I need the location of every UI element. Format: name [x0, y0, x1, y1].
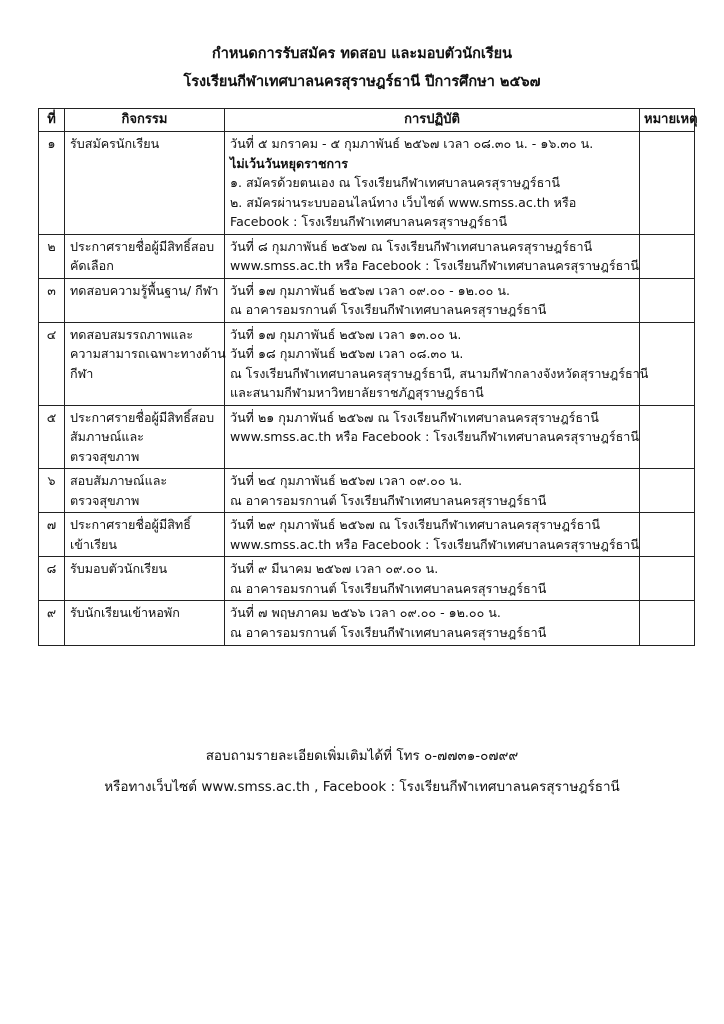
activity-line: ตรวจสุขภาพ: [70, 448, 140, 464]
activity-line: กีฬา: [70, 365, 94, 381]
practice-line: Facebook : โรงเรียนกีฬาเทศบาลนครสุราษฎร์ธานี: [230, 214, 508, 230]
row-number: ๑: [39, 132, 65, 235]
practice-cell: [225, 557, 640, 601]
practice-line: วันที่ ๑๗ กุมภาพันธ์ ๒๕๖๗ เวลา ๐๙.๐๐ - ๑๒.๐๐ น.: [230, 282, 510, 298]
header-no: ที่: [39, 109, 65, 132]
table-row: [39, 132, 695, 235]
practice-line: www.smss.ac.th หรือ Facebook : โรงเรียนกีฬาเทศบาลนครสุราษฎร์ธานี: [230, 258, 639, 274]
table-row: [39, 469, 695, 513]
practice-line: ๑. สมัครด้วยตนเอง ณ โรงเรียนกีฬาเทศบาลนครสุราษฎร์ธานี: [230, 175, 560, 191]
remark-cell: [640, 601, 695, 645]
activity-cell: [65, 557, 225, 601]
activity-line: รับนักเรียนเข้าหอพัก: [70, 605, 180, 621]
activity-line: ความสามารถเฉพาะทางด้าน: [70, 346, 226, 362]
activity-cell: [65, 513, 225, 557]
row-number: ๘: [39, 557, 65, 601]
table-row: [39, 405, 695, 469]
activity-line: ประกาศรายชื่อผู้มีสิทธิ์: [70, 517, 191, 533]
activity-line: สอบสัมภาษณ์และ: [70, 473, 168, 489]
schedule-table: [38, 108, 698, 646]
practice-cell: [225, 405, 640, 469]
practice-line: ณ อาคารอมรกานต์ โรงเรียนกีฬาเทศบาลนครสุราษฎร์ธานี: [230, 625, 547, 640]
activity-cell: [65, 322, 225, 405]
remark-cell: [640, 132, 695, 235]
practice-line: ณ อาคารอมรกานต์ โรงเรียนกีฬาเทศบาลนครสุราษฎร์ธานี: [230, 580, 547, 596]
practice-line: วันที่ ๒๑ กุมภาพันธ์ ๒๕๖๗ ณ โรงเรียนกีฬาเทศบาลนครสุราษฎร์ธานี: [230, 409, 599, 425]
practice-cell: [225, 132, 640, 235]
document-subtitle: โรงเรียนกีฬาเทศบาลนครสุราษฎร์ธานี ปีการศึกษา ๒๕๖๗: [183, 74, 541, 90]
activity-line: ประกาศรายชื่อผู้มีสิทธิ์สอบ: [70, 238, 215, 254]
table-row: [39, 278, 695, 322]
table-row: [39, 601, 695, 645]
practice-line: วันที่ ๗ พฤษภาคม ๒๕๖๖ เวลา ๐๙.๐๐ - ๑๒.๐๐ น.: [230, 605, 501, 621]
practice-line: วันที่ ๒๔ กุมภาพันธ์ ๒๕๖๗ เวลา ๐๙.๐๐ น.: [230, 473, 463, 489]
table-row: [39, 557, 695, 601]
practice-line: ณ อาคารอมรกานต์ โรงเรียนกีฬาเทศบาลนครสุราษฎร์ธานี: [230, 302, 547, 318]
activity-cell: [65, 234, 225, 278]
remark-cell: [640, 469, 695, 513]
row-number: ๖: [39, 469, 65, 513]
practice-line: วันที่ ๑๘ กุมภาพันธ์ ๒๕๖๗ เวลา ๐๘.๓๐ น.: [230, 346, 464, 362]
practice-cell: [225, 469, 640, 513]
remark-cell: [640, 513, 695, 557]
practice-cell: [225, 513, 640, 557]
activity-line: ทดสอบสมรรถภาพและ: [70, 326, 194, 342]
contact-phone-note: สอบถามรายละเอียดเพิ่มเติมได้ที่ โทร ๐-๗๗๓๑-๐๗๙๙: [205, 748, 519, 764]
row-number: ๗: [39, 513, 65, 557]
practice-line: วันที่ ๑๗ กุมภาพันธ์ ๒๕๖๗ เวลา ๑๓.๐๐ น.: [230, 326, 462, 342]
row-number: ๒: [39, 234, 65, 278]
activity-line: สัมภาษณ์และ: [70, 429, 144, 445]
header-practice: การปฏิบัติ: [225, 109, 640, 132]
row-number: ๓: [39, 278, 65, 322]
practice-line: ณ อาคารอมรกานต์ โรงเรียนกีฬาเทศบาลนครสุราษฎร์ธานี: [230, 492, 547, 508]
practice-line: ไม่เว้นวันหยุดราชการ: [230, 155, 349, 171]
activity-line: คัดเลือก: [70, 258, 114, 274]
activity-line: เข้าเรียน: [70, 536, 118, 552]
practice-cell: [225, 278, 640, 322]
activity-cell: [65, 278, 225, 322]
practice-cell: [225, 322, 649, 405]
remark-cell: [640, 405, 695, 469]
practice-line: วันที่ ๕ มกราคม - ๕ กุมภาพันธ์ ๒๕๖๗ เวลา ๐๘.๓๐ น. - ๑๖.๓๐ น.: [230, 136, 594, 152]
activity-cell: [65, 601, 225, 645]
activity-cell: [65, 469, 225, 513]
table-body: [39, 132, 695, 645]
row-number: ๕: [39, 405, 65, 469]
activity-cell: [65, 405, 225, 469]
practice-line: www.smss.ac.th หรือ Facebook : โรงเรียนกีฬาเทศบาลนครสุราษฎร์ธานี: [230, 429, 639, 445]
row-number: ๙: [39, 601, 65, 645]
activity-line: ประกาศรายชื่อผู้มีสิทธิ์สอบ: [70, 409, 215, 425]
activity-cell: [65, 132, 225, 235]
activity-line: รับมอบตัวนักเรียน: [70, 561, 168, 577]
practice-line: ๒. สมัครผ่านระบบออนไลน์ทาง เว็บไซต์ www.smss.ac.th หรือ: [230, 194, 577, 210]
row-number: ๔: [39, 322, 65, 405]
contact-web-note: หรือทางเว็บไซต์ www.smss.ac.th , Facebook : โรงเรียนกีฬาเทศบาลนครสุราษฎร์ธานี: [104, 779, 620, 795]
practice-cell: [225, 234, 640, 278]
practice-cell: [225, 601, 640, 645]
practice-line: วันที่ ๘ กุมภาพันธ์ ๒๕๖๗ ณ โรงเรียนกีฬาเทศบาลนครสุราษฎร์ธานี: [230, 238, 593, 254]
table-header-row: [39, 109, 695, 132]
practice-line: และสนามกีฬามหาวิทยาลัยราชภัฏสุราษฎร์ธานี: [230, 385, 484, 401]
practice-line: www.smss.ac.th หรือ Facebook : โรงเรียนกีฬาเทศบาลนครสุราษฎร์ธานี: [230, 536, 639, 552]
header-remark: หมายเหตุ: [640, 109, 695, 132]
remark-cell: [640, 322, 695, 405]
practice-line: ณ โรงเรียนกีฬาเทศบาลนครสุราษฎร์ธานี, สนามกีฬากลางจังหวัดสุราษฎร์ธานี: [230, 365, 649, 381]
practice-line: วันที่ ๒๙ กุมภาพันธ์ ๒๕๖๗ ณ โรงเรียนกีฬาเทศบาลนครสุราษฎร์ธานี: [230, 517, 601, 533]
remark-cell: [640, 278, 695, 322]
header-activity: กิจกรรม: [65, 109, 225, 132]
table-row: [39, 513, 695, 557]
activity-line: ทดสอบความรู้พื้นฐาน/ กีฬา: [70, 282, 219, 298]
table-row: [39, 234, 695, 278]
activity-line: ตรวจสุขภาพ: [70, 492, 140, 508]
remark-cell: [640, 234, 695, 278]
remark-cell: [640, 557, 695, 601]
activity-line: รับสมัครนักเรียน: [70, 136, 160, 152]
table-row: [39, 322, 695, 405]
document-title: กำหนดการรับสมัคร ทดสอบ และมอบตัวนักเรียน: [211, 46, 513, 62]
practice-line: วันที่ ๙ มีนาคม ๒๕๖๗ เวลา ๐๙.๐๐ น.: [230, 561, 439, 577]
